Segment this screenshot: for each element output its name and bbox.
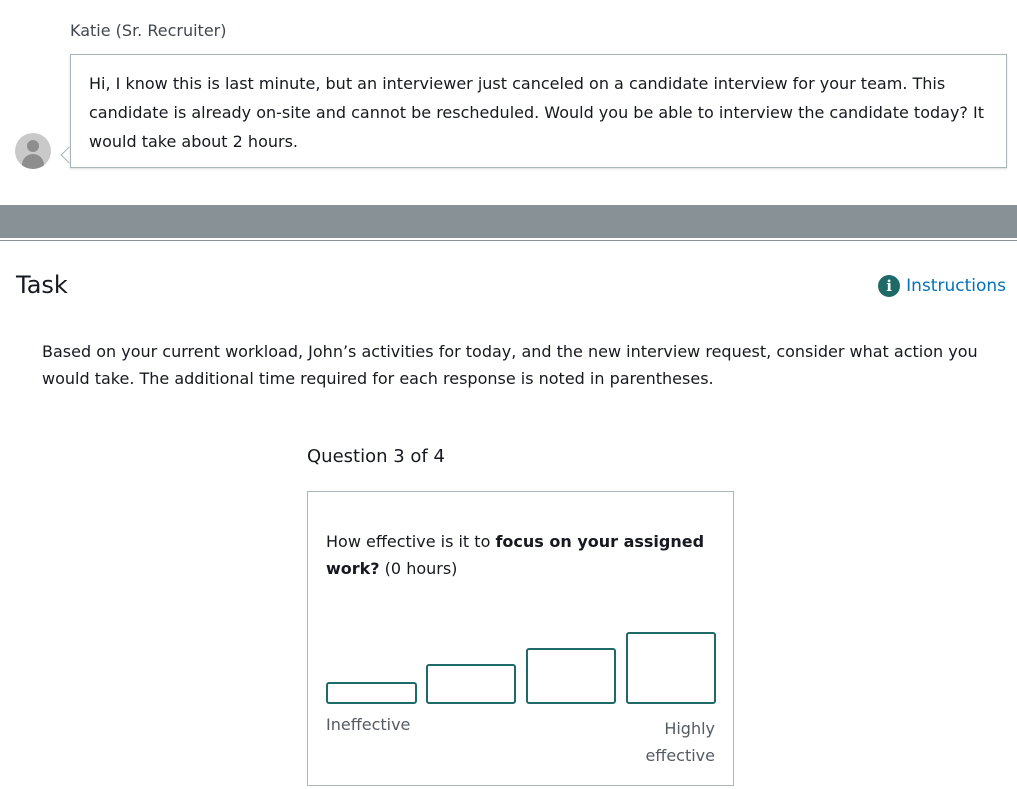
task-title: Task xyxy=(16,271,68,299)
info-icon: i xyxy=(878,275,900,297)
section-divider-line xyxy=(0,240,1017,241)
rating-option-2[interactable] xyxy=(426,664,516,704)
rating-option-4[interactable] xyxy=(626,632,716,704)
rating-option-1[interactable] xyxy=(326,682,417,704)
instructions-label: Instructions xyxy=(906,276,1006,296)
rating-option-3[interactable] xyxy=(526,648,616,704)
question-card xyxy=(307,491,734,786)
question-counter: Question 3 of 4 xyxy=(307,446,445,467)
message-bubble xyxy=(70,54,1007,168)
user-silhouette-icon xyxy=(15,133,51,169)
question-text xyxy=(326,528,706,582)
question-suffix: (0 hours) xyxy=(379,559,458,578)
sender-name: Katie (Sr. Recruiter) xyxy=(70,21,227,40)
question-emphasis: focus on your assigned work? xyxy=(326,532,705,578)
scale-low-label: Ineffective xyxy=(326,715,411,734)
question-prefix: How effective is it to xyxy=(326,532,496,551)
scale-high-label: Highly effective xyxy=(645,719,715,765)
message-text: Hi, I know this is last minute, but an interviewer just canceled on a candidate interview for your team. This candidate is already on-site and cannot be rescheduled. Would you be able to interview the candidate today? It would take about 2 hours. xyxy=(89,74,984,151)
instructions-link[interactable] xyxy=(878,275,1006,297)
task-description: Based on your current workload, John’s activities for today, and the new interview request, consider what action you would take. The additional time required for each response is noted in parentheses. xyxy=(42,342,978,388)
section-divider-bar xyxy=(0,205,1017,238)
